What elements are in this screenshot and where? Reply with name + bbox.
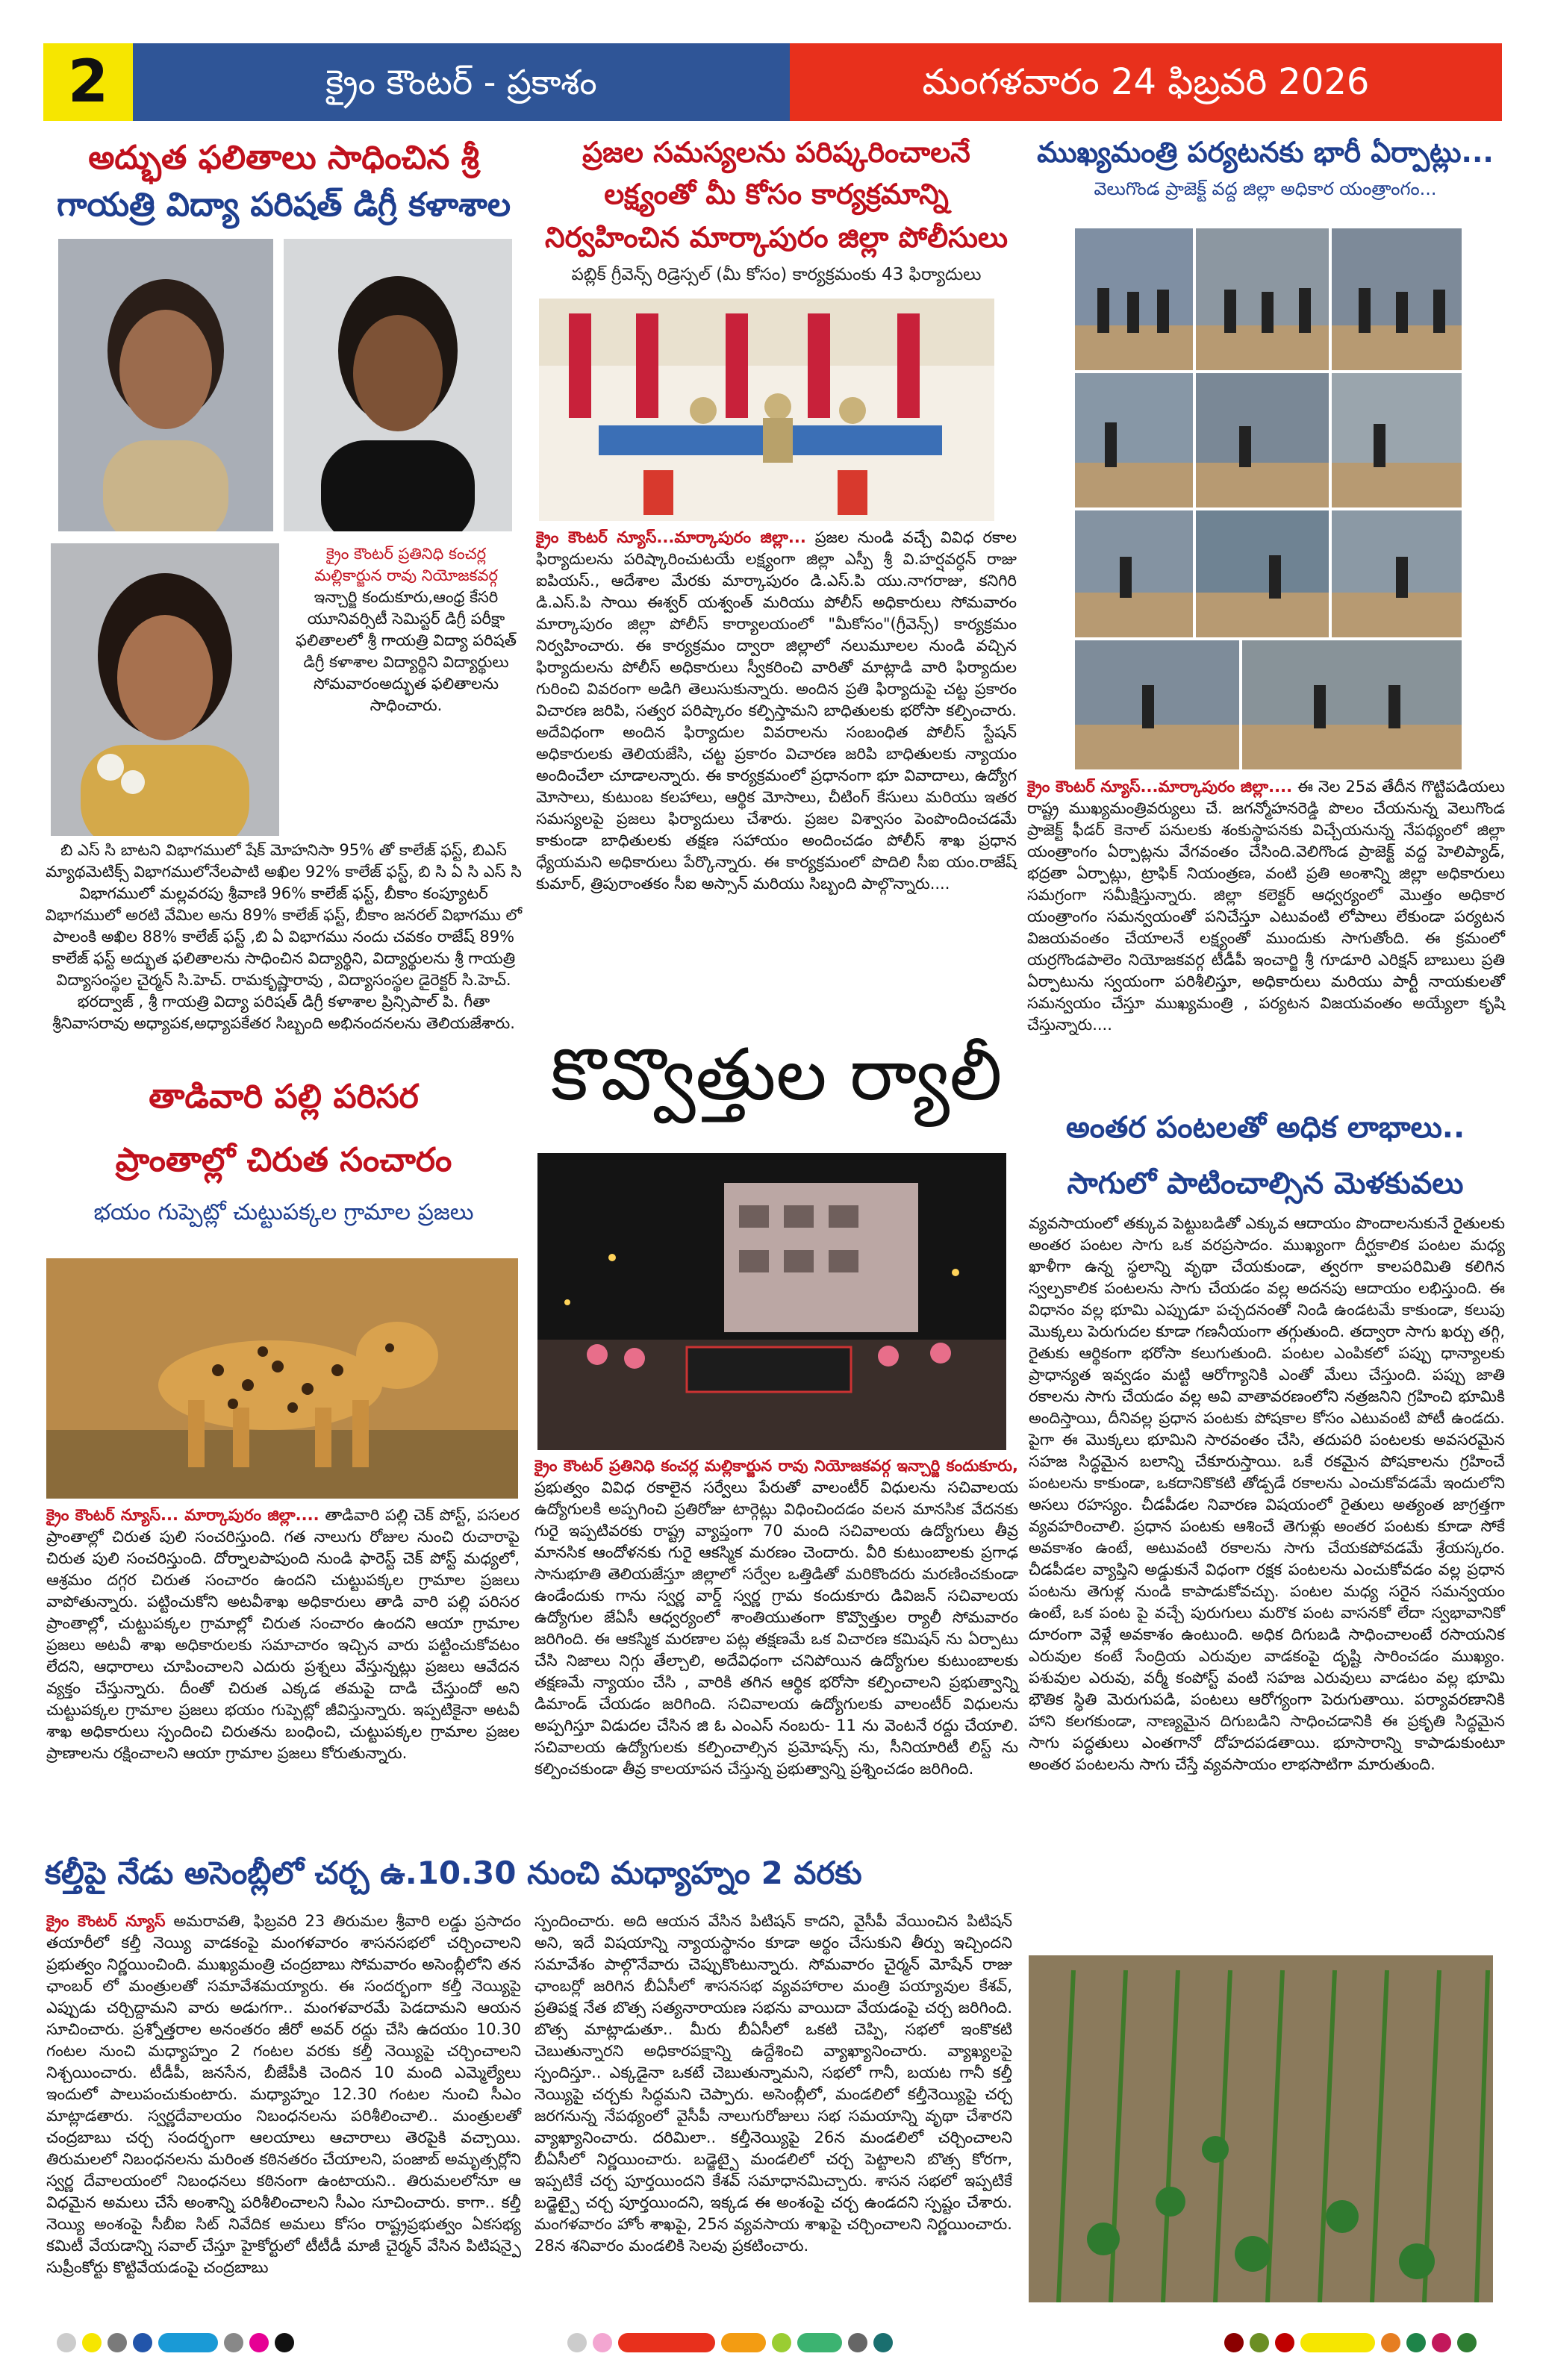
publication-title: క్రైం కౌంటర్ - ప్రకాశం	[133, 43, 790, 121]
leopard-photo	[46, 1258, 518, 1499]
police-subtitle: పబ్లిక్ గ్రీవెన్స్ రిడ్రెస్సల్ (మీ కోసం) కార్యక్రమంకు 43 ఫిర్యాదులు	[571, 265, 982, 284]
assembly-headline: కల్తీపై నేడు అసెంబ్లీలో చర్చ ఉ.10.30 నుంచి మధ్యాహ్నం 2 వరకు	[45, 1855, 862, 1891]
issue-date: మంగళవారం 24 ఫిబ్రవరి 2026	[790, 43, 1502, 121]
leopard-body: తాడివారి పల్లి చెక్ పోస్ట్, పసలర ప్రాంతాల్లో చిరుత పులి సంచరిస్తుంది. గత నాలుగు రోజుల నుంచి రుచారాపై చిరుత పులి సంచరిస్తుంది. దోర్నాలపాపుంది నుండి ఫారెస్ట్ చెక్ పోస్ట్ మధ్యలో, ఆశ్రమం దగ్గర చిరుత సంచారం ఉందని చుట్టుపక్కల గ్రామాల ప్రజలు వాపోతున్నారు. పట్టించుకోని అటవీశాఖ అధికారులు తాడి వారి పల్లి పరిసర ప్రాంతాల్లో, చుట్టుపక్కల గ్రామాల్లో చిరుత సంచారం ఉందని ఆయా గ్రామాల ప్రజలు అటవీ శాఖ అధికారులకు సమాచారం ఇచ్చిన వారు పట్టించుకోవటం లేదని, ఆధారాలు చూపించాలని ఎదురు ప్రశ్నలు వేస్తున్నట్లు ప్రజలు ఆవేదన వ్యక్తం చేస్తున్నారు. దీంతో చిరుత ఎక్కడ తమపై దాడి చేస్తుందో అని చుట్టుపక్కల గ్రామాల ప్రజలు భయం గుప్పెట్లో జీవిస్తున్నారు. ఇప్పటికైనా అటవీ శాఖ అధికారులు స్పందించి చిరుతను బంధించి, చుట్టుపక్కల గ్రామాల ప్రజల ప్రాణాలను రక్షించాలని ఆయా గ్రామాల ప్రజలు కోరుతున్నారు.	[46, 1506, 520, 1762]
police-headline-line2: లక్ష్యంతో మీ కోసం కార్యక్రమాన్ని	[604, 178, 949, 210]
cm-visit-headline: ముఖ్యమంత్రి పర్యటనకు భారీ ఏర్పాట్లు...	[1037, 136, 1494, 169]
footer-color-marks-left	[57, 2333, 300, 2355]
leopard-headline-line1: తాడివారి పల్లి పరిసర	[149, 1078, 419, 1116]
college-body-intro: ఇన్చార్జి కందుకూరు,ఆంధ్ర కేసరి యూనివర్సిటీ సెమిస్టర్ డిగ్రీ పరీక్షా ఫలితాలలో శ్రీ గాయత్రి విద్యా పరిషత్ డిగ్రీ కళాశాల విద్యార్థిని విద్యార్థులు సోమవారంఅద్భుత ఫలితాలను సాధించారు.	[296, 588, 517, 714]
footer-color-marks-right	[1224, 2333, 1483, 2355]
rally-headline: కొవ్వొత్తుల ర్యాలీ	[550, 1033, 1003, 1116]
police-grievance-photo	[539, 299, 994, 521]
assembly-body-left: అమరావతి, ఫిబ్రవరి 23 తిరుమల శ్రీవారి లడ్డు ప్రసాదం తయారీలో కల్తీ నెయ్యి వాడకంపై మంగళవారం శాసనసభలో చర్చించాలని ప్రభుత్వం నిర్ణయించింది. ముఖ్యమంత్రి చంద్రబాబు సోమవారం అసెంబ్లీలోని తన ఛాంబర్ లో మంత్రులతో సమావేశమయ్యారు. ఈ సందర్భంగా కల్తీ నెయ్యిపై ఎప్పుడు చర్చిద్దామని వారు అడుగగా.. మంగళవారమే పెడదామని ఆయన సూచించారు. ప్రశ్నోత్తరాల అనంతరం జీరో అవర్ రద్దు చేసి ఉదయం 10.30 గంటల నుంచి మధ్యాహ్నం 2 గంటల వరకు కల్తీ నెయ్యిపై చర్చించాలని నిశ్చయించారు. టీడీపీ, జనసేన, బీజేపీకి చెందిన 10 మంది ఎమ్మెల్యేలు ఇందులో పాలుపంచుకుంటారు. మధ్యాహ్నం 12.30 గంటల నుంచి సీఎం మాట్లాడతారు. స్వర్ణదేవాలయం నిబంధనలను పరిశీలించాలి.. మంత్రులతో చంద్రబాబు చర్చ సందర్భంగా ఆలయాలు ఆచారాలు తెరపైకి వచ్చాయి. తిరుమలలో నిబంధనలను మరింత కఠినతరం చేయాలని, పంజాబ్ అమృత్సర్లోని స్వర్ణ దేవాలయంలో నిబంధనలు కఠినంగా ఉంటాయని.. తిరుమలలోనూ ఆ విధమైన అమలు చేసే అంశాన్ని పరిశీలించాలని సీఎం సూచించారు. కాగా.. కల్తీ నెయ్యి అంశంపై సీబీఐ సిట్ నివేదిక అమలు కోసం రాష్ట్రప్రభుత్వం ఏకసభ్య కమిటీ వేయడాన్ని సవాల్ చేస్తూ హైకోర్టులో టీటీడీ మాజీ చైర్మన్ వేసిన పిటిషన్పై సుప్రీంకోర్టు కొట్టివేయడంపై చంద్రబాబు	[46, 1912, 521, 2276]
student-photo-3	[51, 543, 279, 836]
rally-story	[534, 1455, 1018, 1780]
footer-color-marks-center	[567, 2333, 899, 2355]
assembly-story-left	[46, 1911, 521, 2279]
assembly-dateline: క్రైం కౌంటర్ న్యూస్	[46, 1912, 166, 1930]
leopard-headline-line2: ప్రాంతాల్లో చిరుత సంచారం	[115, 1141, 452, 1179]
assembly-body-right: స్పందించారు. అది ఆయన వేసిన పిటిషన్ కాదని, వైసీపీ వేయించిన పిటిషన్ అని, ఇదే విషయాన్ని న్యాయస్థానం కూడా అర్థం చేసుకుని తీర్పు ఇచ్చిందని సమావేశం పాల్గొనేవారు చెప్పుకొంటున్నారు. సోమవారం చైర్మన్ మోషేన్ రాజు ఛాంబర్లో జరిగిన బీఏసీలో శాసనసభ వ్యవహారాల మంత్రి పయ్యావుల కేశవ్, ప్రతిపక్ష నేత బొత్స సత్యనారాయణ సభను వాయిదా వేయడంపై చర్చ జరిగింది. బొత్స మాట్లాడుతూ.. మీరు బీఏసీలో ఒకటి చెప్పి, సభలో ఇంకొకటి చెబుతున్నారని అధికారపక్షాన్ని ఉద్దేశించి వ్యాఖ్యానించారు. వ్యాఖ్యలపై స్పందిస్తూ.. ఎక్కడైనా ఒకటే చెబుతున్నామని, సభలో గానీ, బయట గానీ కల్తీ నెయ్యిపై చర్చకు సిద్ధమని చెప్పారు. అసెంబ్లీలో, మండలిలో కల్తీనెయ్యిపై చర్చ జరగనున్న నేపథ్యంలో వైసీపీ నాలుగురోజులు సభ సమయాన్ని వృథా చేశారని వ్యాఖ్యానించారు. దరిమిలా.. కల్తీనెయ్యిపై 26న మండలిలో చర్చించాలని బీఏసీలో నిర్ణయించారు. బడ్జెట్పై మండలిలో చర్చ పెట్టాలని బొత్స కోరగా, ఇప్పటికే చర్చ పూర్తయిందని కేశవ్ సమాధానమిచ్చారు. శాసన సభలో ఇప్పటికే బడ్జెట్పై చర్చ పూర్తయిందని, ఇక్కడ ఈ అంశంపై చర్చ ఉండదని స్పష్టం చేశారు. మంగళవారం హోం శాఖపై, 25న వ్యవసాయ శాఖపై చర్చించాలని నిర్ణయించారు. 28న శనివారం మండలికి సెలవు ప్రకటించారు.	[534, 1912, 1012, 2255]
college-body: బి ఎస్ సి బాటని విభాగములో షేక్ మోహనిసా 95% తో కాలేజ్ ఫస్ట్, బిఎస్ మ్యాథమెటిక్స్ విభాగములోనేలపాటి అఖిల 92% కాలేజ్ ఫస్ట్, బి సి ఏ సి ఎస్ సి విభాగములో మల్లవరపు శ్రీవాణి 96% కాలేజ్ ఫస్ట్, బీకాం కంప్యూటర్ విభాగములో అరటి వేమిల అను 89% కాలేజ్ ఫస్ట్, బీకాం జనరల్ విభాగము లో పాలంకి అఖిల 88% కాలేజ్ ఫస్ట్ ,బి ఏ విభాగము నందు చవకం రాజేష్ 89% కాలేజ్ ఫస్ట్ అద్భుత ఫలితాలను సాధించిన విద్యార్థిని, విద్యార్థులను శ్రీ గాయత్రి విద్యాసంస్థల చైర్మన్ సి.హెచ్. రామకృష్ణారావు , విద్యాసంస్థల డైరెక్టర్ సి.హెచ్. భరద్వాజ్ , శ్రీ గాయత్రి విద్యా పరిషత్ డిగ్రీ కళాశాల ప్రిన్సిపాల్ పి. గీతా శ్రీనివాసరావు అధ్యాపక,అధ్యాపకేతర సిబ్బంది అభినందనలను తెలియజేశారు.	[45, 841, 523, 1032]
college-dateline: క్రైం కౌంటర్ ప్రతినిధి కంచర్ల మల్లికార్జున రావు నియోజకవర్గ	[314, 545, 498, 584]
leopard-dateline: క్రైం కౌంటర్ న్యూస్... మార్కాపురం జిల్లా....	[46, 1506, 319, 1524]
farming-headline-line1: అంతర పంటలతో అధిక లాభాలు..	[1065, 1111, 1465, 1145]
student-photo-2	[284, 239, 512, 531]
cm-visit-story	[1027, 776, 1505, 1036]
college-dateline-block	[293, 543, 520, 716]
college-headline	[45, 134, 523, 182]
police-headline-line3: నిర్వహించిన మార్కాపురం జిల్లా పోలీసులు	[544, 221, 1009, 254]
cm-visit-photo-collage	[1075, 228, 1462, 769]
cm-visit-dateline: క్రైం కౌంటర్ న్యూస్...మార్కాపురం జిల్లా....	[1027, 778, 1293, 796]
student-photo-1	[58, 239, 273, 531]
intercrop-field-photo	[1029, 1955, 1493, 2302]
leopard-subtitle: భయం గుప్పెట్లో చుట్టుపక్కల గ్రామాల ప్రజలు	[93, 1199, 474, 1225]
rally-dateline: క్రైం కౌంటర్ ప్రతినిధి కంచర్ల మల్లికార్జున రావు నియోజకవర్గ ఇన్చార్జి కందుకూరు,	[534, 1457, 1018, 1475]
cm-visit-body: ఈ నెల 25వ తేదీన గొట్టిపడియలు రాష్ట్ర ముఖ్యమంత్రివర్యులు చే. జగన్మోహనరెడ్డి పొలం చేయనున్న వెలుగొండ ప్రాజెక్ట్ ఫీడర్ కెనాల్ పనులకు శంకుస్థాపనకు విచ్చేయనున్న నేపథ్యంలో జిల్లా యంత్రాంగం ఏర్పాట్లను వేగవంతం చేసింది.వెలిగొండ ప్రాజెక్ట్ వద్ద హెలిప్యాడ్, భద్రతా ఏర్పాట్లు, ట్రాఫిక్ నియంత్రణ, వంటి ప్రతి అంశాన్ని జిల్లా అధికారులు సమగ్రంగా సమీక్షిస్తున్నారు. జిల్లా కలెక్టర్ ఆధ్వర్యంలో మొత్తం అధికార యంత్రాంగం సమన్వయంతో పనిచేస్తూ ఎటువంటి లోపాలు లేకుండా పర్యటన విజయవంతం చేయాలనే లక్ష్యంతో ముందుకు సాగుతోంది. ఈ క్రమంలో యర్రగొండపాలెం నియోజకవర్గ టీడీపీ ఇంచార్జి శ్రీ గూడూరి ఎరిక్షన్ బాబులు ప్రతి ఏర్పాటును స్వయంగా పరిశీలిస్తూ, అధికారులు మరియు పార్టీ నాయకులతో సమన్వయం చేస్తూ ముఖ్యమంత్రి , పర్యటన విజయవంతం అయ్యేలా కృషి చేస్తున్నారు....	[1027, 778, 1505, 1034]
police-dateline: క్రైం కౌంటర్ న్యూస్...మార్కాపురం జిల్లా...	[536, 528, 806, 546]
college-headline-line2: గాయత్రి విద్యా పరిషత్ డిగ్రీ కళాశాల	[56, 186, 511, 224]
police-story	[536, 527, 1017, 895]
police-headline-line1: ప్రజల సమస్యలను పరిష్కరించాలనే	[582, 136, 970, 169]
leopard-story	[46, 1505, 520, 1764]
cm-visit-subtitle: వెలుగొండ ప్రాజెక్ట్ వద్ద జిల్లా అధికార యంత్రాంగం...	[1094, 178, 1437, 199]
police-body: ప్రజల నుండి వచ్చే వివిధ రకాల ఫిర్యాదులను పరిష్కారించుటయే లక్ష్యంగా జిల్లా ఎస్పీ శ్రీ వి.హర్షవర్ధన్ రాజు ఐపియస్., ఆదేశాల మేరకు మార్కాపురం డి.ఎస్.పి యు.నాగరాజు, కనిగిరి డి.ఎస్.పి సాయి ఈశ్వర్ యశ్వంత్ మరియు పోలీస్ అధికారులు సోమవారం మార్కాపురం జిల్లా పోలీస్ కార్యాలయంలో "మీకోసం"(గ్రీవెన్స్) కార్యక్రమం నిర్వహించారు. ఈ కార్యక్రమం ద్వారా జిల్లాలో నలుమూలల నుండి వచ్చిన ఫిర్యాదులను పోలీస్ అధికారులు స్వీకరించి వారితో మాట్లాడి వారి ఫిర్యాదుల గురించి వివరంగా అడిగి తెలుసుకున్నారు. అందిన ప్రతి ఫిర్యాదుపై చట్ట ప్రకారం విచారణ జరిపి, సత్వర పరిష్కారం కల్పిస్తామని బాధితులకు భరోసా కల్పించారు. అదేవిధంగా అందిన ఫిర్యాదుల వివరాలను సంబంధిత పోలీస్ స్టేషన్ అధికారులకు తెలియజేసి, చట్ట ప్రకారం విచారణ జరిపి బాధితులకు న్యాయం అందించేలా చూడాలన్నారు. ఈ కార్యక్రమంలో ప్రధానంగా భూ వివాదాలు, ఉద్యోగ మోసాలు, కుటుంబ కలహాలు, ఆర్థిక మోసాలు, చీటింగ్ కేసులు మరియు ఇతర సమస్యలపై ప్రజలు ఫిర్యాదులు చేశారు. ప్రజల విశ్వాసం పెంపొందించడమే కాకుండా బాధితులకు తక్షణ సహాయం అందించడం పోలీస్ శాఖ ప్రధాన ధ్యేయమని అధికారులు పేర్కొన్నారు. ఈ కార్యక్రమంలో పొదిలి సీఐ యం.రాజేష్ కుమార్, త్రిపురాంతకం సీఐ అస్సాన్ మరియు సిబ్బంది పాల్గొన్నారు....	[536, 528, 1017, 893]
farming-headline-line2: సాగులో పాటించాల్సిన మెళకువలు	[1067, 1166, 1464, 1201]
rally-body: ప్రభుత్వం వివిధ రకాలైన సర్వేలు పేరుతో వాలంటీర్ విధులను సచివాలయ ఉద్యోగులకి అప్పగించి ప్రతిరోజు టార్గెట్లు విధించిందడం వలన మానసిక వేదనకు గురై ఇప్పటివరకు రాష్ట్ర వ్యాప్తంగా 70 మంది సచివాలయ ఉద్యోగులు తీవ్ర మానసిక ఆందోళనకు గురై ఆకస్మిక మరణం చెందారు. వీరి కుటుంబాలకు ప్రగాఢ సానుభూతి తెలియజేస్తూ జిల్లాలో సర్వేల ఒత్తిడితో మరికొందరు మరణించకుండా ఉండేందుకు గాను స్వర్ణ వార్డ్ స్వర్ణ గ్రామ కందుకూరు డివిజన్ సచివాలయ ఉద్యోగుల జేఏసీ ఆధ్వర్యంలో శాంతియుతంగా కొవ్వొత్తుల ర్యాలీ సోమవారం జరిగింది. ఈ ఆకస్మిక మరణాల పట్ల తక్షణమే ఒక విచారణ కమిషన్ ను ఏర్పాటు చేసి నిజాలు నిగ్గు తేల్చాలి, అదేవిధంగా చనిపోయిన ఉద్యోగుల కుటుంబాలకు తక్షణమే న్యాయం చేసి , వారికి తగిన ఆర్థిక భరోసా కల్పించాలని ప్రభుత్వాన్ని డిమాండ్ చేయడం జరిగింది. సచివాలయ ఉద్యోగులకు వాలంటీర్ విధులను అప్పగిస్తూ విడుదల చేసిన జి ఓ ఎంఎస్ నంబరు- 11 ను వెంటనే రద్దు చేయాలి. సచివాలయ ఉద్యోగులకు కల్పించాల్సిన ప్రమోషన్స్ ను, సీనియారిటీ లిస్ట్ ను కల్పించకుండా తీవ్ర కాలయాపన చేస్తున్న ప్రభుత్వాన్ని ప్రశ్నించడం జరిగింది.	[534, 1478, 1018, 1778]
college-headline-line1: అద్భుత ఫలితాలు సాధించిన శ్రీ	[88, 139, 479, 177]
candle-rally-photo	[537, 1153, 1006, 1450]
page-number: 2	[43, 43, 133, 121]
farming-body: వ్యవసాయంలో తక్కువ పెట్టుబడితో ఎక్కువ ఆదాయం పొందాలనుకునే రైతులకు అంతర పంటల సాగు ఒక వరప్రసాదం. ముఖ్యంగా దీర్ఘకాలిక పంటల మధ్య ఖాళీగా ఉన్న స్థలాన్ని వృథా చేయకుండా, త్వరగా కాలపరిమితి కలిగిన స్వల్పకాలిక పంటలను సాగు చేయడం వల్ల అదనపు ఆదాయం లభిస్తుంది. ఈ విధానం వల్ల భూమి ఎప్పుడూ పచ్చదనంతో నిండి ఉండటమే కాకుండా, కలుపు మొక్కలు పెరుగుదల కూడా గణనీయంగా తగ్గుతుంది. తద్వారా సాగు ఖర్చు తగ్గి, రైతుకు ఆర్థికంగా భరోసా కలుగుతుంది. పంటల ఎంపికలో పప్పు ధాన్యాలకు ప్రాధాన్యత ఇవ్వడం మట్టి ఆరోగ్యానికి ఎంతో మేలు చేస్తుంది. పప్పు జాతి రకాలను సాగు చేయడం వల్ల అవి వాతావరణంలోని నత్రజనిని గ్రహించి భూమికి అందిస్తాయి, దీనివల్ల ప్రధాన పంటకు పోషకాల కోసం ఎటువంటి పోటీ ఉండదు. పైగా ఈ మొక్కలు భూమిని సారవంతం చేసి, తదుపరి పంటలకు అవసరమైన సహజ సిద్ధమైన బలాన్ని చేకూరుస్తాయి. ఒకే రకమైన పోషకాలను గ్రహించే పంటలను కాకుండా, ఒకదానికొకటి తోడ్పడే రకాలను ఎంచుకోవడమే ఇందులోని అసలు రహస్యం. చీడపీడల నివారణ విషయంలో రైతులు అత్యంత జాగ్రత్తగా వ్యవహరించాలి. ప్రధాన పంటకు ఆశించే తెగుళ్లు అంతర పంటకు కూడా సోకే అవకాశం ఉంటే, అటువంటి రకాలను సాగు చేయకపోవడమే శ్రేయస్కరం. చీడపీడల వ్యాప్తిని అడ్డుకునే విధంగా రక్షక పంటలను ఎంచుకోవడం వల్ల ప్రధాన పంటను తెగుళ్ల నుండి కాపాడుకోవచ్చు. పంటల మధ్య సరైన సమన్వయం ఉంటే, ఒక పంట పై వచ్చే పురుగులు మరొక పంట వాసనకో లేదా స్వభావానికో దూరంగా వెళ్లే అవకాశం ఉంటుంది. అధిక దిగుబడి సాధించాలంటే రసాయనిక ఎరువుల కంటే సేంద్రియ ఎరువుల వాడకంపై దృష్టి సారించడం ముఖ్యం. పశువుల ఎరువు, వర్మీ కంపోస్ట్ వంటి సహజ ఎరువులు వాడటం వల్ల భూమి భౌతిక స్థితి మెరుగుపడి, పంటలు ఆరోగ్యంగా పెరుగుతాయి. పర్యావరణానికి హాని కలగకుండా, నాణ్యమైన దిగుబడిని సాధించడానికి ఈ ప్రకృతి సిద్ధమైన సాగు పద్ధతులు ఎంతగానో దోహదపడతాయి. భూసారాన్ని కాపాడుకుంటూ అంతర పంటలను సాగు చేస్తే వ్యవసాయం లాభసాటిగా మారుతుంది.	[1029, 1214, 1505, 1773]
